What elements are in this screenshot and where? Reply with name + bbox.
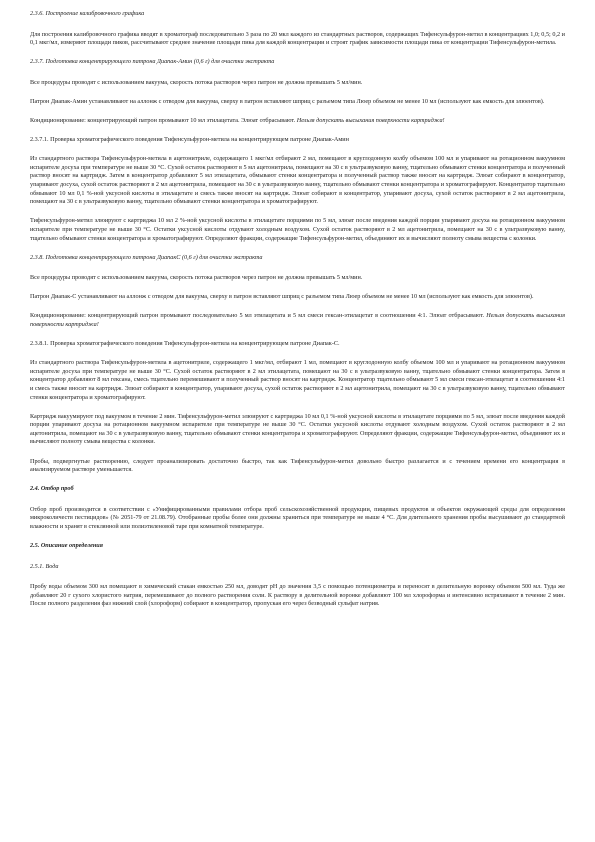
paragraph-text: 2.3.7. Подготовка концентрирующего патрона Диапак-Амин (0,6 г) для очистки экстракта	[30, 58, 275, 66]
paragraph-text: 2.5. Описание определения	[30, 542, 103, 550]
body-paragraph	[30, 117, 565, 126]
section-heading	[30, 340, 565, 349]
paragraph-text: Из стандартного раствора Тифенсульфурон-метила в ацетонитриле, содержащего 1 мкг/мл отбирают 2 мл, помещают в круглодонную колбу объемом 100 мл и упаривают на ротационном вакуумном испарителе досуха при температуре не выше 30 °С. Сухой остаток растворяют в 5 мл ацетонитрила, помещают на 30 с в ультразвуковую ванну, тщательно обмывают стенки концентратора и полученный раствор вносят на картридж. Затем в концентратор добавляют 5 мл этилацетата, обмывают стенки концентратора и полученный раствор также вносят на картридж. Элюат собирают в концентратор, упаривают досуха, сухой остаток растворяют в 2 мл ацетонитрила, помещают на 30 с в ультразвуковую ванну, тщательно обмывают стенки концентратора и хроматографируют. Концентратор тщательно обмывают 10 мл 0,1 %-ной уксусной кислоты в этилацетате и смесь также вносят на картридж. Элюат собирают в концентратор, упаривают досуха, сухой остаток растворяют в 2 мл ацетонитрила, помещают на 30 с в ультразвуковую ванну, тщательно обмывают стенки концентратора и хроматографируют.	[30, 155, 565, 206]
body-paragraph	[30, 293, 565, 302]
body-paragraph	[30, 583, 565, 609]
paragraph-text: Пробы, подвергнутые растворению, следует проанализировать достаточно быстро, так как Тифенсульфурон-метил довольно быстро разлагается и с течением времени его концентрация в анализируемом растворе уменьшается.	[30, 457, 565, 474]
paragraph-text: 2.4. Отбор проб	[30, 485, 74, 493]
body-paragraph	[30, 506, 565, 532]
paragraph-text: Кондиционирование: концентрирующий патрон промывают последовательно 5 мл этилацетата и 5 мл смеси гексан-этилацетат в соотношении 4:1. Элюат отбрасывают.	[30, 312, 487, 320]
body-paragraph	[30, 31, 565, 48]
paragraph-text: Патрон Диапак-С устанавливают на аллонж с отводом для вакуума, сверху в патрон вставляют шприц с разъемом типа Люер объемом не менее 10 мл (используют как емкость для элюентов).	[30, 293, 534, 301]
paragraph-text: Кондиционирование: концентрирующий патрон промывают 10 мл этилацетата. Элюат отбрасывают.	[30, 117, 297, 125]
section-title	[30, 485, 565, 494]
body-paragraph	[30, 98, 565, 107]
paragraph-text: 2.3.8.1. Проверка хроматографического поведения Тифенсульфурон-метила на концентрирующем патроне Диапак-С.	[30, 340, 340, 348]
section-title	[30, 542, 565, 551]
paragraph-text: Патрон Диапак-Амин устанавливают на аллонж с отводом для вакуума, сверху в патрон вставляют шприц с разъемом типа Люер объемом не менее 10 мл (используют как емкость для элюентов).	[30, 97, 545, 105]
paragraph-text: Из стандартного раствора Тифенсульфурон-метила в ацетонитриле, содержащего 1 мкг/мл, отбирают 1 мл, помещают в круглодонную колбу объемом 100 мл и упаривают на ротационном вакуумном испарителе досуха при температуре не выше 30 °С. Сухой остаток растворяют в 2 мл этилацетата, помещают на 30 с в ультразвуковую ванну, тщательно обмывают стенки концентратора. Затем в концентратор добавляют 8 мл гексана, смесь тщательно перемешивают и полученный раствор вносят на картридж. Концентратор тщательно обмывают 5 мл смеси гексан-этилацетат в соотношении 4:1 и смесь также вносят на картридж. Элюат собирают в концентратор, упаривают досуха, сухой остаток растворяют в 2 мл ацетонитрила, помещают на 30 с в ультразвуковую ванну, тщательно обмывают стенки концентратора и хроматографируют.	[30, 359, 565, 401]
paragraph-text: Для построения калибровочного графика вводят в хроматограф последовательно 3 раза по 20 мкл каждого из стандартных растворов, содержащих Тифенсульфурон-метил в концентрациях 1,0; 0,5; 0,2 и 0,1 мкг/мл, измеряют площади пиков, рассчитывают среднее значение площади пика для каждой концентрации и строят график зависимости площади пика от концентрации Тифенсульфурон-метила.	[30, 30, 565, 47]
paragraph-text: Все процедуры проводят с использованием вакуума, скорость потока растворов через патрон не должна превышать 5 мл/мин.	[30, 78, 363, 86]
section-heading	[30, 563, 565, 572]
paragraph-text: Тифенсульфурон-метил элюируют с картриджа 10 мл 2 %-ной уксусной кислоты в этилацетате порциями по 5 мл, элюат после введения каждой порции упаривают досуха на ротационном вакуумном испарителе при температуре не выше 30 °С. Остатки уксусной кислоты отдувают холодным воздухом. Сухой остаток растворяют в 2 мл ацетонитрила, помещают на 30 с в ультразвуковую ванну, тщательно обмывают стенки концентратора и хроматографируют. Определяют фракции, содержащие Тифенсульфурон-метил, объединяют их и вычисляют полноту смыва вещества с колонки.	[30, 217, 565, 242]
body-paragraph	[30, 413, 565, 447]
body-paragraph	[30, 359, 565, 402]
paragraph-text: Отбор проб производится в соответствии с «Унифицированными правилами отбора проб сельскохозяйственной продукции, пищевых продуктов и объектов окружающей среды для определения микроколичеств пестицидов» (№ 2051-79 от 21.08.79). Отобранные пробы более они должны храниться при температуре не выше 4 °С. Для длительного хранения пробы высушивают до стандартной влажности и хранят в стеклянной или полиэтиленовой таре при комнатной температуре.	[30, 505, 565, 530]
body-paragraph	[30, 312, 565, 329]
section-heading	[30, 254, 565, 263]
body-paragraph	[30, 217, 565, 243]
section-heading	[30, 10, 565, 19]
warning-note: Нельзя допускать высыхания поверхности картриджа!	[30, 312, 566, 328]
body-paragraph	[30, 79, 565, 88]
paragraph-text: 2.3.7.1. Проверка хроматографического поведения Тифенсульфурон-метила на концентрирующем патроне Диапак-Амин	[30, 136, 349, 144]
paragraph-text: Все процедуры проводят с использованием вакуума, скорость потока растворов через патрон не должна превышать 5 мл/мин.	[30, 274, 363, 282]
paragraph-text: 2.5.1. Вода	[30, 562, 59, 570]
body-paragraph	[30, 458, 565, 475]
section-heading	[30, 58, 565, 67]
paragraph-text: 2.3.6. Построение калибровочного графика	[30, 10, 145, 17]
warning-note: Нельзя допускать высыхания поверхности картриджа!	[296, 117, 445, 125]
body-paragraph	[30, 274, 565, 283]
section-heading	[30, 136, 565, 145]
paragraph-text: Пробу воды объемом 300 мл помещают в химический стакан емкостью 250 мл, доводят рН до значения 3,5 с помощью потенциометра и переносят в делительную воронку объемом 500 мл. Туда же добавляют 20 г сухого хлористого натрия, перемешивают до полного растворения соли. К раствору в делительной воронке добавляют 100 мл хлороформа и интенсивно встряхивают в течение 2 мин. После полного разделения фаз нижний слой (хлороформ) собирают в концентратор, пропуская его через безводный сульфат натрия.	[30, 583, 565, 608]
paragraph-text: 2.3.8. Подготовка концентрирующего патрона ДиапакС (0,6 г) для очистки экстракта	[30, 253, 263, 261]
body-paragraph	[30, 155, 565, 207]
paragraph-text: Картридж вакуумируют под вакуумом в течение 2 мин. Тифенсульфурон-метил элюируют с картриджа 10 мл 0,1 %-ной уксусной кислоты в этилацетате порциями по 5 мл, элюат после введения каждой порции упаривают досуха на ротационном вакуумном испарителе при температуре не выше 30 °С. Остатки уксусной кислоты отдувают холодным воздухом. Сухой остаток растворяют в 2 мл ацетонитрила, помещают на 30 с в ультразвуковую ванну, тщательно обмывают стенки концентратора и хроматографируют. Определяют фракции, содержащие Тифенсульфурон-метил, объединяют их и вычисляют полноту смыва вещества с колонки.	[30, 412, 565, 446]
document-page	[30, 10, 565, 620]
